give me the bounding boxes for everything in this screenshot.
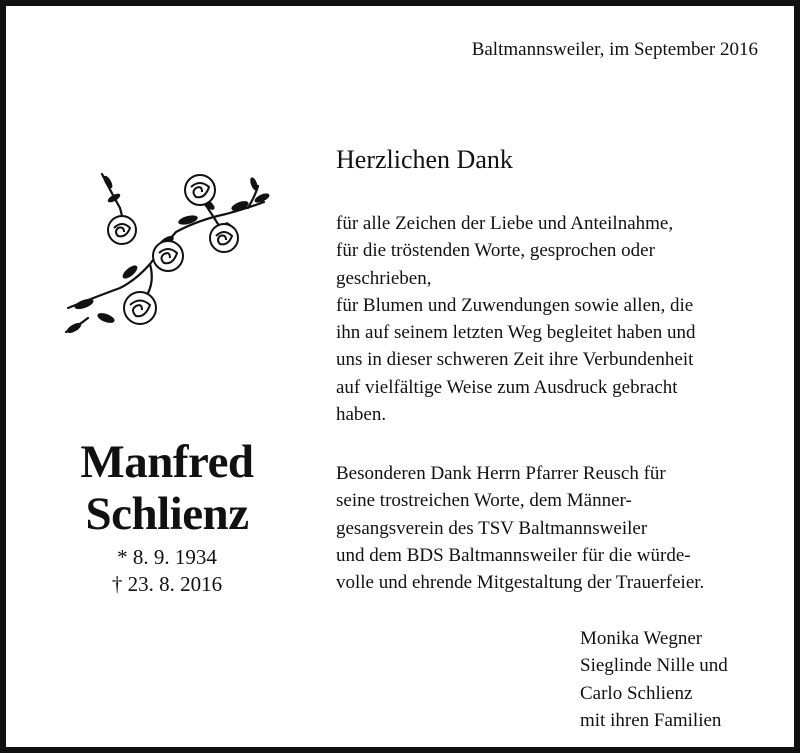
text-line: geschrieben, — [336, 267, 432, 289]
birth-date: * 8. 9. 1934 — [117, 545, 217, 569]
thanks-paragraph-2 — [336, 460, 704, 596]
signature-line: mit ihren Familien — [580, 709, 722, 731]
text-line: auf vielfältige Weise zum Ausdruck gebracht — [336, 376, 678, 398]
signature-block — [580, 625, 728, 734]
text-line: seine trostreichen Worte, dem Männer- — [336, 490, 632, 512]
text-line: haben. — [336, 404, 387, 426]
signature-line: Carlo Schlienz — [580, 682, 693, 704]
text-line: für Blumen und Zuwendungen sowie allen, die — [336, 294, 694, 316]
text-line: uns in dieser schweren Zeit ihre Verbundenheit — [336, 349, 694, 371]
text-line: und dem BDS Baltmannsweiler für die würde- — [336, 544, 691, 566]
signature-line: Monika Wegner — [580, 628, 703, 649]
thanks-heading: Herzlichen Dank — [336, 145, 513, 174]
text-line: für die tröstenden Worte, gesprochen oder — [336, 240, 655, 262]
text-line: für alle Zeichen der Liebe und Anteilnahme, — [336, 213, 674, 234]
first-name: Manfred — [80, 436, 254, 488]
text-line: ihn auf seinem letzten Weg begleitet haben und — [336, 322, 696, 344]
signature-line: Sieglinde Nille und — [580, 655, 728, 677]
text-line: gesangsverein des TSV Baltmannsweiler — [336, 517, 648, 539]
text-line: Besonderen Dank Herrn Pfarrer Reusch für — [336, 463, 666, 484]
place-date: Baltmannsweiler, im September 2016 — [471, 39, 758, 60]
text-line: volle und ehrende Mitgestaltung der Trauerfeier. — [336, 572, 705, 594]
last-name: Schlienz — [85, 488, 249, 540]
thanks-paragraph-1 — [336, 210, 696, 428]
deceased-block — [36, 436, 298, 598]
death-date: † 23. 8. 2016 — [111, 572, 223, 596]
roses-branch-icon — [58, 168, 278, 353]
